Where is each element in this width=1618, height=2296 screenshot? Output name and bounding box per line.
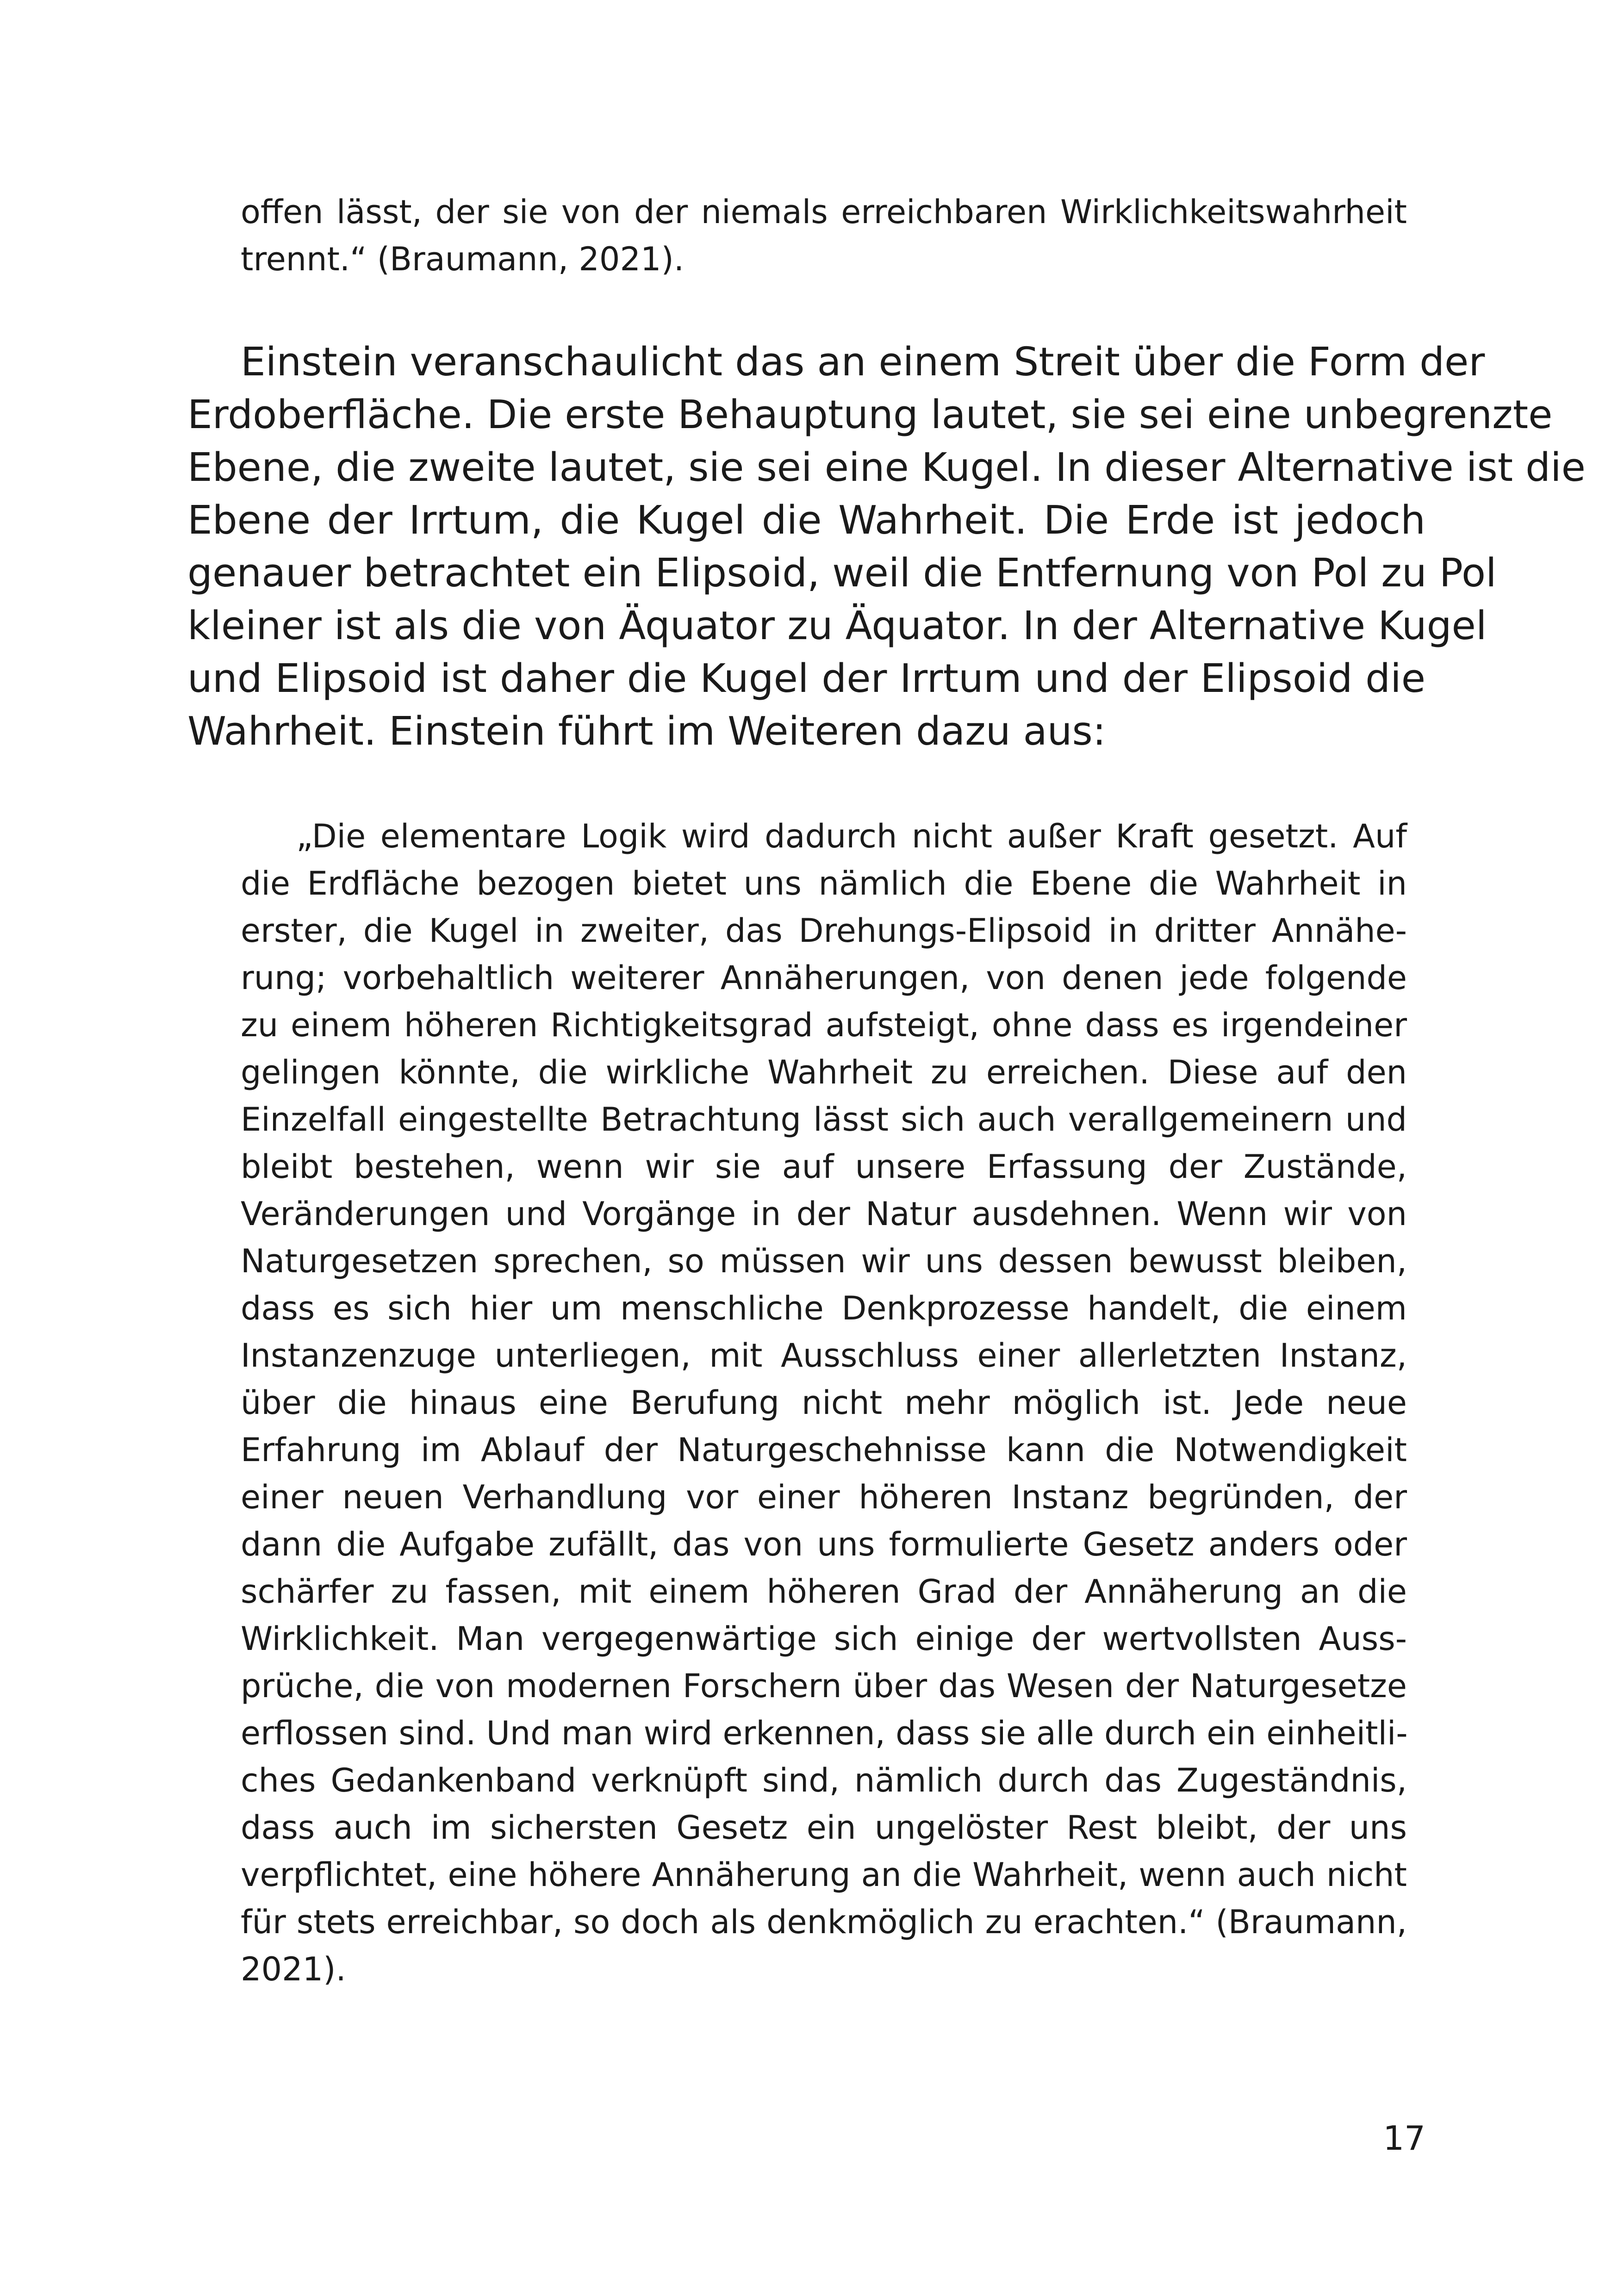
block-quote-line: die Erdfläche bezogen bietet uns nämlich die Ebene die Wahrheit in bbox=[241, 865, 1407, 902]
block-quote-line: erster, die Kugel in zweiter, das Drehungs-Elipsoid in dritter Annähe- bbox=[241, 912, 1407, 950]
block-quote-line: erflossen sind. Und man wird erkennen, dass sie alle durch ein einheitli- bbox=[241, 1714, 1408, 1752]
block-quote-line: zu einem höheren Richtigkeitsgrad aufsteigt, ohne dass es irgendeiner bbox=[241, 1006, 1407, 1044]
block-quote-line: dass auch im sichersten Gesetz ein ungelöster Rest bleibt, der uns bbox=[241, 1809, 1407, 1847]
block-quote-line: dann die Aufgabe zufällt, das von uns formulierte Gesetz anders oder bbox=[241, 1525, 1407, 1563]
block-quote-line: einer neuen Verhandlung vor einer höheren Instanz begründen, der bbox=[241, 1478, 1407, 1516]
block-quote-line: für stets erreichbar, so doch als denkmöglich zu erachten.“ (Braumann, bbox=[241, 1903, 1407, 1941]
block-quote-line: schärfer zu fassen, mit einem höheren Grad der Annäherung an die bbox=[241, 1573, 1407, 1611]
block-quote-line: Wirklichkeit. Man vergegenwärtige sich einige der wertvollsten Auss- bbox=[241, 1620, 1407, 1658]
block-quote-line: ches Gedankenband verknüpft sind, nämlich durch das Zugeständnis, bbox=[241, 1761, 1407, 1799]
block-quote-line: Erfahrung im Ablauf der Naturgeschehnisse kann die Notwendigkeit bbox=[241, 1431, 1407, 1469]
body-paragraph-line: Ebene der Irrtum, die Kugel die Wahrheit. Die Erde ist jedoch bbox=[187, 498, 1425, 543]
block-quote-line: dass es sich hier um menschliche Denkprozesse handelt, die einem bbox=[241, 1289, 1407, 1327]
block-quote-line: Naturgesetzen sprechen, so müssen wir uns dessen bewusst bleiben, bbox=[241, 1242, 1407, 1280]
body-paragraph-line: Wahrheit. Einstein führt im Weiteren dazu aus: bbox=[187, 709, 1106, 754]
body-paragraph-line: kleiner ist als die von Äquator zu Äquator. In der Alternative Kugel bbox=[187, 603, 1487, 649]
top-quote-line: offen lässt, der sie von der niemals erreichbaren Wirklichkeitswahrheit bbox=[241, 193, 1407, 231]
block-quote-line: 2021). bbox=[241, 1950, 346, 1988]
page-number: 17 bbox=[1383, 2119, 1425, 2158]
body-paragraph-line: genauer betrachtet ein Elipsoid, weil die Entfernung von Pol zu Pol bbox=[187, 550, 1497, 596]
block-quote-line: Instanzenzuge unterliegen, mit Ausschluss einer allerletzten Instanz, bbox=[241, 1337, 1407, 1375]
block-quote-line: „Die elementare Logik wird dadurch nicht außer Kraft gesetzt. Auf bbox=[296, 817, 1407, 855]
block-quote-line: rung; vorbehaltlich weiterer Annäherungen, von denen jede folgende bbox=[241, 959, 1407, 997]
top-quote-line: trennt.“ (Braumann, 2021). bbox=[241, 240, 685, 278]
block-quote-line: verpflichtet, eine höhere Annäherung an die Wahrheit, wenn auch nicht bbox=[241, 1856, 1407, 1894]
block-quote-line: prüche, die von modernen Forschern über das Wesen der Naturgesetze bbox=[241, 1667, 1407, 1705]
body-paragraph-line: und Elipsoid ist daher die Kugel der Irrtum und der Elipsoid die bbox=[187, 656, 1425, 702]
block-quote-line: über die hinaus eine Berufung nicht mehr möglich ist. Jede neue bbox=[241, 1384, 1407, 1422]
block-quote-line: Einzelfall eingestellte Betrachtung lässt sich auch verallgemeinern und bbox=[241, 1101, 1407, 1139]
block-quote-line: Veränderungen und Vorgänge in der Natur ausdehnen. Wenn wir von bbox=[241, 1195, 1407, 1233]
block-quote-line: gelingen könnte, die wirkliche Wahrheit zu erreichen. Diese auf den bbox=[241, 1053, 1407, 1091]
block-quote-line: bleibt bestehen, wenn wir sie auf unsere Erfassung der Zustände, bbox=[241, 1148, 1407, 1186]
body-paragraph-line: Ebene, die zweite lautet, sie sei eine Kugel. In dieser Alternative ist die bbox=[187, 445, 1586, 491]
body-paragraph-line: Einstein veranschaulicht das an einem Streit über die Form der bbox=[241, 339, 1485, 385]
body-paragraph-line: Erdoberfläche. Die erste Behauptung lautet, sie sei eine unbegrenzte bbox=[187, 392, 1553, 438]
